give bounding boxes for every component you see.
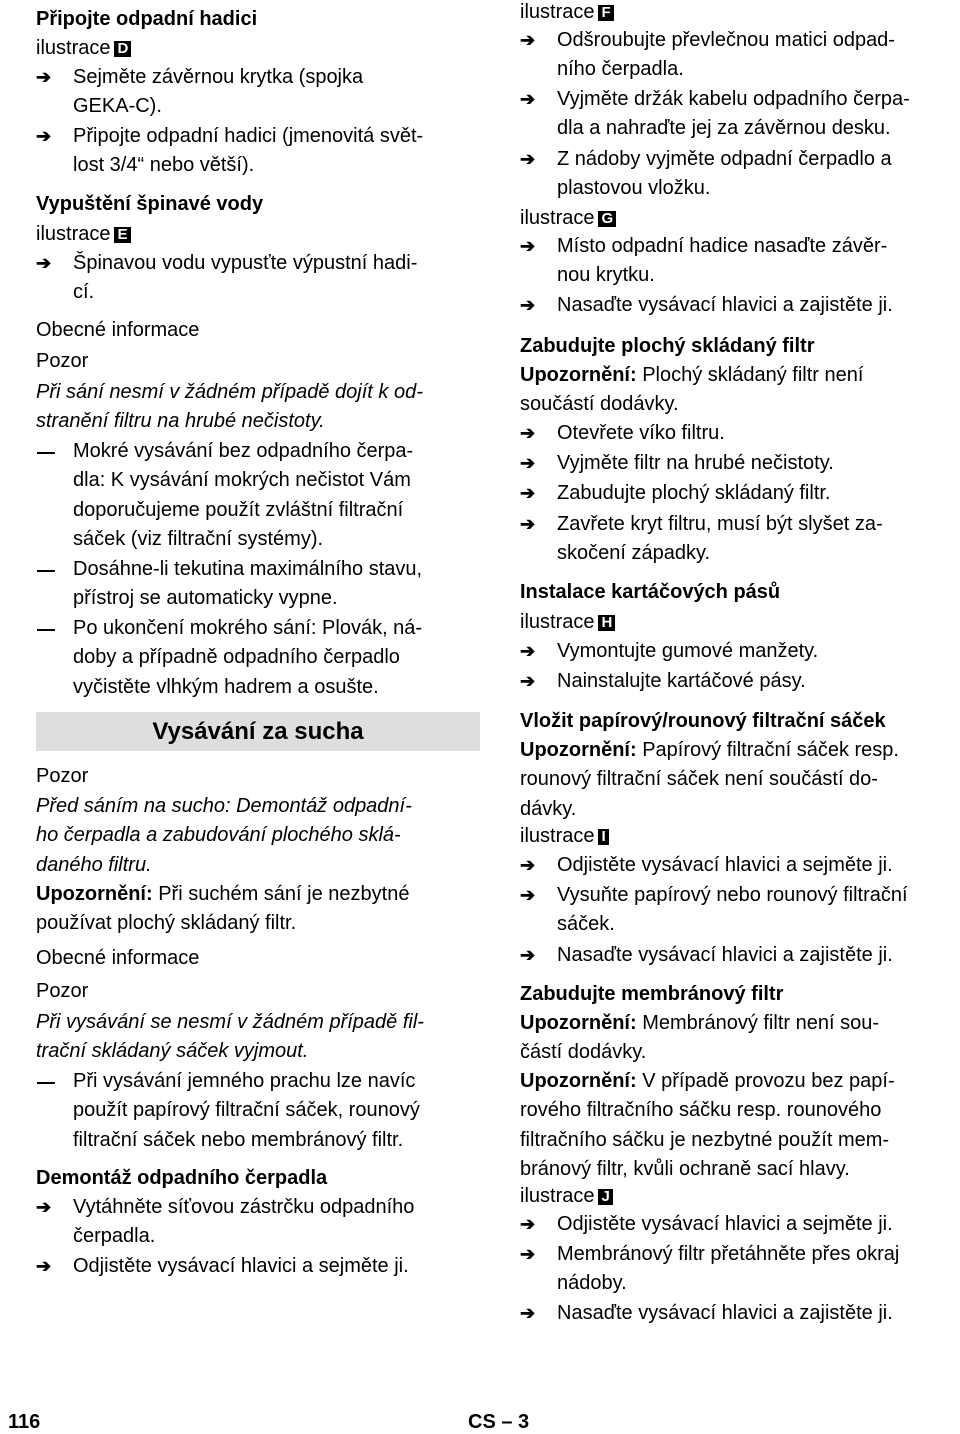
step-line: nádoby. [557,1272,627,1295]
note-line: částí dodávky. [520,1041,647,1064]
section-heading: Zabudujte plochý skládaný filtr [520,335,815,357]
note-line: rového filtračního sáčku resp. rounového [520,1099,882,1122]
arrow-icon: ➔ [520,236,536,256]
arrow-icon: ➔ [520,423,536,443]
section-banner: Vysávání za sucha [36,712,480,751]
section-number: 3 [518,1411,530,1433]
caution-line: trační skládaný sáček vyjmout. [36,1040,309,1063]
step-line: Vytáhněte síťovou zástrčku odpadního [73,1196,415,1218]
footer-language [468,1411,529,1434]
step-line: dla a nahraďte jej za závěrnou desku. [557,117,891,140]
illustration-ref [520,0,614,27]
arrow-icon: ➔ [520,671,536,691]
caution-line: Při vysávání se nesmí v žádném případě fil- [36,1011,424,1033]
caution-text [36,1008,424,1067]
note-line: používat plochý skládaný filtr. [36,912,297,935]
step-item [520,1299,893,1328]
step-item [520,85,910,144]
illustration-letter: H [598,615,615,631]
illustration-ref [520,1182,613,1211]
step-line: Vyjměte držák kabelu odpadního čerpa- [557,88,910,110]
illustration-label: ilustrace [520,611,595,633]
step-item [520,941,893,970]
note-line: Plochý skládaný filtr není [642,364,864,386]
note-label: Upozornění: [520,364,637,386]
step-line: Vysuňte papírový nebo rounový filtrační [557,884,908,906]
arrow-icon: ➔ [36,67,52,87]
step-line: GEKA-C). [73,95,162,118]
illustration-letter: F [598,5,613,21]
dash-line: Po ukončení mokrého sání: Plovák, ná- [73,617,423,639]
arrow-icon: ➔ [520,453,536,473]
arrow-icon: ➔ [36,253,52,273]
caution-line: stranění filtru na hrubé nečistoty. [36,410,325,433]
illustration-label: ilustrace [36,223,111,245]
caution-line: Před sáním na sucho: Demontáž odpadní- [36,795,412,817]
dash-line: použít papírový filtrační sáček, rounový [73,1099,420,1122]
illustration-label: ilustrace [36,37,111,59]
illustration-letter: I [598,829,608,845]
note-line: dávky. [520,797,577,820]
step-line: Vyjměte filtr na hrubé nečistoty. [557,452,834,474]
step-item [520,881,908,940]
language-code: CS [468,1411,496,1433]
arrow-icon: ➔ [520,295,536,315]
section-heading: Demontáž odpadního čerpadla [36,1167,328,1189]
step-line: Otevřete víko filtru. [557,422,725,444]
step-item [36,1193,414,1252]
step-line: čerpadla. [73,1225,156,1248]
illustration-ref [520,822,609,851]
page-number: 116 [8,1411,41,1433]
note-line: rounový filtrační sáček není součástí do- [520,768,878,791]
note-block [36,880,409,939]
section-heading: Vložit papírový/rounový filtrační sáček [520,710,886,732]
step-line: plastovou vložku. [557,177,711,200]
step-line: sáček. [557,913,615,936]
illustration-ref [520,204,616,233]
section-heading: Zabudujte membránový filtr [520,983,784,1005]
arrow-icon: ➔ [520,1214,536,1234]
step-item [520,637,818,666]
arrow-icon: ➔ [520,641,536,661]
step-line: Nasaďte vysávací hlavici a zajistěte ji. [557,1302,893,1324]
dash-line: Dosáhne-li tekutina maximálního stavu, [73,558,423,580]
caution-text [36,378,423,437]
caution-text [36,792,412,880]
step-line: lost 3/4“ nebo větší). [73,154,255,177]
dash-line: filtrační sáček nebo membránový filtr. [73,1128,404,1151]
step-item [520,1240,899,1299]
step-item [520,232,887,291]
subheading: Pozor [36,350,89,372]
dash-line: Při vysávání jemného prachu lze navíc [73,1070,416,1092]
arrow-icon: ➔ [520,89,536,109]
footer-separator: – [501,1411,513,1433]
arrow-icon: ➔ [520,885,536,905]
dash-line: dla: K vysávání mokrých nečistot Vám [73,469,411,492]
step-item [520,291,893,320]
step-item [36,1252,409,1281]
note-block [520,1067,895,1184]
step-line: Vymontujte gumové manžety. [557,640,819,662]
illustration-label: ilustrace [520,207,595,229]
step-line: ního čerpadla. [557,58,684,81]
arrow-icon: ➔ [520,855,536,875]
note-label: Upozornění: [36,883,153,905]
note-line: součástí dodávky. [520,393,679,416]
dash-line: doby a případně odpadního čerpadlo [73,646,400,669]
arrow-icon: ➔ [36,1197,52,1217]
illustration-label: ilustrace [520,825,595,847]
illustration-label: ilustrace [520,1185,595,1207]
step-line: Připojte odpadní hadici (jmenovitá svět- [73,125,424,147]
step-line: Z nádoby vyjměte odpadní čerpadlo a [557,148,892,170]
dash-line: vyčistěte vlhkým hadrem a osušte. [73,675,379,698]
step-item [520,667,806,696]
step-item [520,145,892,204]
note-line: Při suchém sání je nezbytné [158,883,410,905]
section-heading: Instalace kartáčových pásů [520,581,781,603]
note-block [520,736,899,824]
arrow-icon: ➔ [520,945,536,965]
step-item [520,479,831,508]
dash-icon [37,629,55,631]
dash-item [36,1067,420,1155]
note-line: filtračního sáčku je nezbytné použít mem- [520,1128,890,1151]
illustration-ref [520,608,615,637]
step-line: Nasaďte vysávací hlavici a zajistěte ji. [557,944,893,966]
step-item [520,26,895,85]
step-item [520,1210,893,1239]
subheading: Pozor [36,765,89,787]
arrow-icon: ➔ [520,30,536,50]
step-line: Místo odpadní hadice nasaďte závěr- [557,235,888,257]
illustration-label: ilustrace [520,1,595,23]
dash-icon [37,570,55,572]
step-line: Nainstalujte kartáčové pásy. [557,670,806,692]
dash-item [36,614,422,702]
step-line: cí. [73,281,95,304]
dash-line: přístroj se automaticky vypne. [73,587,338,610]
subheading: Obecné informace [36,319,200,341]
dash-line: sáček (viz filtrační systémy). [73,527,324,550]
dash-item [36,437,413,554]
step-line: Odšroubujte převlečnou matici odpad- [557,29,895,51]
step-line: Membránový filtr přetáhněte přes okraj [557,1243,900,1265]
arrow-icon: ➔ [36,1256,52,1276]
arrow-icon: ➔ [36,126,52,146]
arrow-icon: ➔ [520,1303,536,1323]
illustration-letter: J [598,1189,612,1205]
step-item [520,510,883,569]
illustration-ref [36,220,131,249]
arrow-icon: ➔ [520,1244,536,1264]
dash-line: Mokré vysávání bez odpadního čerpa- [73,440,414,462]
subheading: Obecné informace [36,947,200,969]
note-block [520,361,863,420]
step-item [36,63,363,122]
dash-icon [37,452,55,454]
step-item [36,122,423,181]
arrow-icon: ➔ [520,514,536,534]
note-block [520,1009,879,1068]
subheading: Pozor [36,980,89,1002]
step-line: nou krytku. [557,264,655,287]
step-item [36,249,417,308]
note-line: bránový filtr, kvůli ochraně sací hlavy. [520,1157,850,1180]
step-line: Zavřete kryt filtru, musí být slyšet za- [557,513,883,535]
illustration-letter: G [598,211,616,227]
dash-item [36,555,422,614]
arrow-icon: ➔ [520,483,536,503]
step-line: Odjistěte vysávací hlavici a sejměte ji. [73,1255,409,1277]
step-item [520,851,893,880]
caution-line: ho čerpadla a zabudování plochého sklá- [36,824,401,847]
section-heading: Vypuštění špinavé vody [36,193,264,215]
step-line: Sejměte závěrnou krytka (spojka [73,66,364,88]
step-line: Odjistěte vysávací hlavici a sejměte ji. [557,1213,893,1235]
note-label: Upozornění: [520,1012,637,1034]
illustration-ref [36,34,131,63]
dash-line: doporučujeme použít zvláštní filtrační [73,498,404,521]
illustration-letter: E [114,227,130,243]
step-line: Nasaďte vysávací hlavici a zajistěte ji. [557,294,893,316]
step-line: Odjistěte vysávací hlavici a sejměte ji. [557,854,893,876]
note-label: Upozornění: [520,739,637,761]
step-item [520,449,834,478]
note-line: V případě provozu bez papí- [642,1070,895,1092]
note-line: Papírový filtrační sáček resp. [642,739,899,761]
caution-line: Při sání nesmí v žádném případě dojít k od- [36,381,423,403]
step-item [520,419,725,448]
step-line: Zabudujte plochý skládaný filtr. [557,482,831,504]
arrow-icon: ➔ [520,149,536,169]
note-line: Membránový filtr není sou- [642,1012,879,1034]
section-heading: Připojte odpadní hadici [36,8,258,30]
note-label: Upozornění: [520,1070,637,1092]
dash-icon [37,1082,55,1084]
step-line: skočení západky. [557,542,711,565]
caution-line: daného filtru. [36,853,152,876]
step-line: Špinavou vodu vypusťte výpustní hadi- [73,252,418,274]
illustration-letter: D [114,41,131,57]
